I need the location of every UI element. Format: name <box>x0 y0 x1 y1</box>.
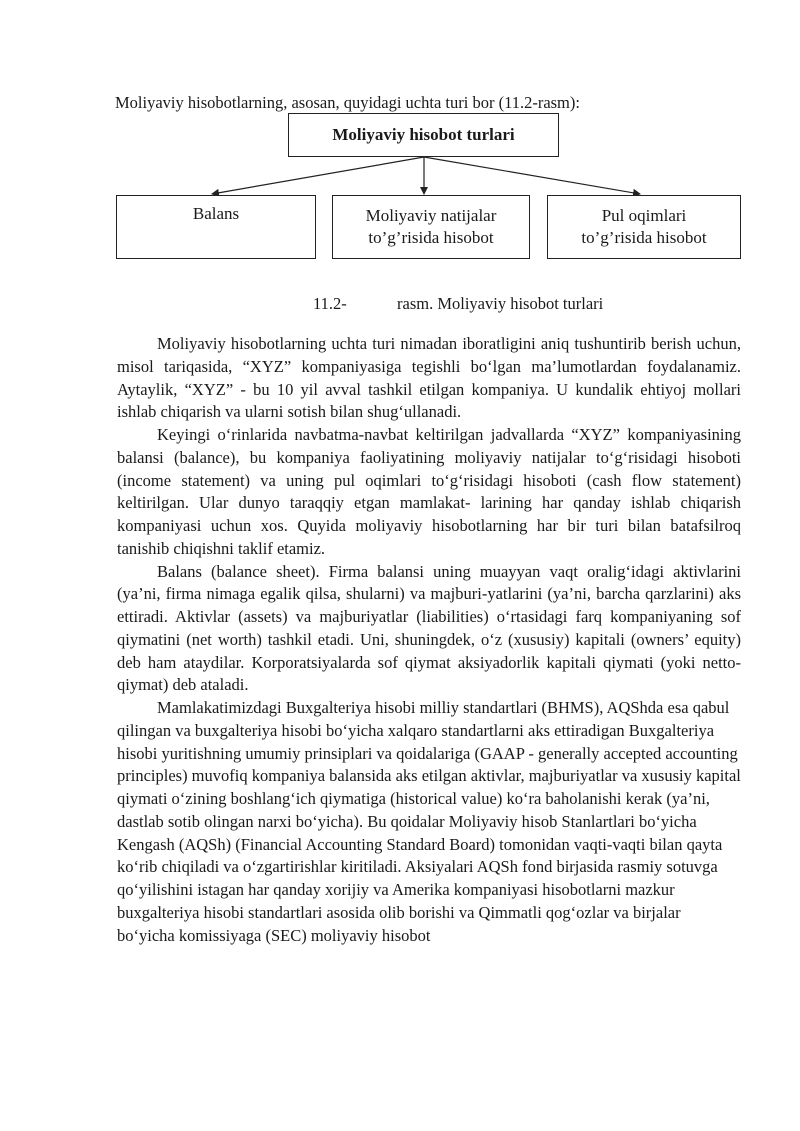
diagram-box-moliyaviy-natijalar <box>332 195 530 259</box>
paragraph-1: Moliyaviy hisobotlarning uchta turi nimadan iboratligini aniq tushuntirib berish uchun, misol tariqasida, “XYZ” kompaniyasiga tegishli bo‘lgan ma’lumotlardan foydalanamiz. Aytaylik, “XYZ” - bu 10 yil avval tashkil etilgan kompaniya. U kundalik ehtiyoj mollari ishlab chiqarish va ularni sotish bilan shug‘ullanadi. <box>117 334 741 422</box>
diagram-box-pul-line2: to’g’risida hisobot <box>581 228 707 247</box>
diagram-box-balans <box>116 195 316 259</box>
diagram-root-box <box>288 113 559 157</box>
diagram-box-pul-oqimlari <box>547 195 741 259</box>
diagram-box-pul-line1: Pul oqimlari <box>601 206 687 225</box>
paragraph-4: Mamlakatimizdagi Buxgalteriya hisobi milliy standartlari (BHMS), AQShda esa qabul qilingan va buxgalteriya hisobi bo‘yicha xalqaro standartlarni aks ettiradigan Buxgalteriya hisobi yuritishning umumiy prinsiplari va qoidalariga (GAAP - generally accepted accounting principles) muvofiq kompaniya balansida aks etilgan aktivlar, majburiyatlar va xususiy kapital qiymati o‘zining boshlang‘ich qiymatiga (historical value) ko‘ra baholanishi kerak (ya’ni, dastlab sotib olingan narxi bo‘yicha). Bu qoidalar Moliyaviy hisob Stanlartlari bo‘yicha Kengash (AQSh) (Financial Accounting Standard Board) tomonidan vaqti-vaqti bilan qayta ko‘rib chiqiladi va o‘zgartirishlar kiritiladi. Aksiyalari AQSh fond birjasida rasmiy sotuvga qo‘yilishini istagan har qanday xorijiy va Amerika kompaniyasi hisobotlarni mazkur buxgalteriya hisobi standartlari asosida olib borishi va Qimmatli qog‘ozlar va birjalar bo‘yicha komissiyaga (SEC) moliyaviy hisobot <box>117 698 741 945</box>
diagram-box-balans-label: Balans <box>192 204 240 223</box>
diagram-box-natijalar-line2: to’g’risida hisobot <box>368 228 494 247</box>
connector-to-balans <box>212 157 424 194</box>
figure-caption <box>313 294 713 314</box>
body-text <box>117 333 741 947</box>
connector-to-pul-oqimlari <box>424 157 640 194</box>
figure-number: 11.2- <box>313 294 347 313</box>
intro-sentence: Moliyaviy hisobotlarning, asosan, quyidagi uchta turi bor (11.2-rasm): <box>115 93 580 112</box>
diagram-box-natijalar-line1: Moliyaviy natijalar <box>365 206 497 225</box>
paragraph-3: Balans (balance sheet). Firma balansi uning muayyan vaqt oralig‘idagi aktivlarini (ya’ni, firma nimaga egalik qilsa, shularni) va majburi-yatlarini (ya’ni, barcha qarzlarini) aks ettiradi. Aktivlar (assets) va majburiyatlar (liabilities) o‘rtasidagi farq kompaniyaning sof qiymatini (net worth) tashkil etadi. Uni, shuningdek, o‘z (xususiy) kapitali (owners’ equity) deb ham ataydilar. Korporatsiyalarda sof qiymat aksiyadorlik kapitali qiymati (yoki netto-qiymat) deb ataladi. <box>117 561 741 695</box>
figure-caption-text: rasm. Moliyaviy hisobot turlari <box>397 294 604 313</box>
paragraph-2: Keyingi o‘rinlarida navbatma-navbat keltirilgan jadvallarda “XYZ” kompaniyasining balansi (balance), bu kompaniya faoliyatining moliyaviy natijalar to‘g‘risidagi hisoboti (income statement) va uning pul oqimlari to‘g‘risidagi hisoboti (cash flow statement) keltirilgan. Ular dunyo taraqqiy etgan mamlakat- larining har qanday ishlab chiqarish kompaniyasi uchun xos. Quyida moliyaviy hisobotlarning har bir turi bilan batafsilroq tanishib chiqishni taklif etamiz. <box>117 425 741 558</box>
diagram-root-label: Moliyaviy hisobot turlari <box>332 125 515 144</box>
